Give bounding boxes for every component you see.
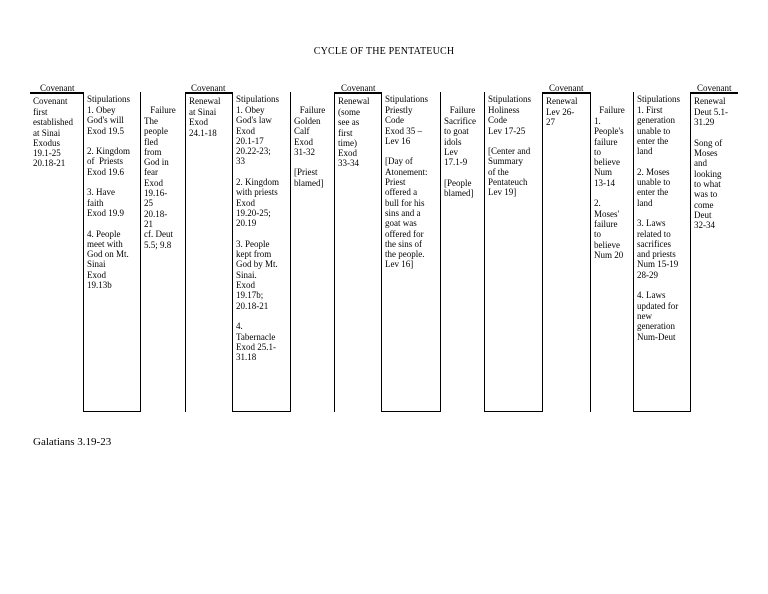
column-renewal-4 [690,92,738,412]
column-text: Priestly Code Exod 35 – Lev 16 [Day of Atonement: Priest offered a bull for his sins and a goat was offered for the sins of the people. Lev 16] [385,105,428,270]
column-text: first established at Sinai Exodus 19.1-25 20.18-21 [33,107,73,169]
column-stipulations-4 [484,92,542,412]
column-header: Failure [299,105,326,115]
column-header: Renewal [546,96,578,106]
column-text: Golden Calf Exod 31-32 [Priest blamed] [294,116,324,188]
page-title: CYCLE OF THE PENTATEUCH [313,46,455,57]
column-text: 1. People's failure to believe Num 13-14 2. Moses' failure to believe Num 20 [594,116,624,260]
column-header: Stipulations [488,94,532,104]
covenant-label-5: Covenant [697,83,732,93]
column-header: Stipulations [236,94,280,104]
column-stipulations-1 [83,92,140,412]
column-header: Stipulations [637,94,681,104]
column-header: Failure [599,105,625,115]
column-text: at Sinai Exod 24.1-18 [189,107,217,138]
column-header: Failure [150,105,176,115]
column-header: Renewal [338,96,370,106]
covenant-label-4: Covenant [549,83,584,93]
column-header: Renewal [694,96,726,106]
column-text: Deut 5.1- 31.29 Song of Moses and looking to what was to come Deut 32-34 [694,107,728,231]
column-header: Stipulations [385,94,429,104]
column-failure-1 [140,92,185,412]
column-text: 1. Obey God's law Exod 20.1-17 20.22-23; 33 2. Kingdom with priests Exod 19.20-25; 20.19 3. People kept from God by Mt. Sinai. Exod 19.17b; 20.18-21 4. Tabernacle Exod 25.1- 31.18 [236,105,280,363]
column-header: Failure [449,105,476,115]
covenant-label-1: Covenant [40,83,75,93]
column-renewal-1 [185,92,232,412]
covenant-label-2: Covenant [191,83,226,93]
column-header: Renewal [189,96,221,106]
column-text: Holiness Code Lev 17-25 [Center and Summary of the Pentateuch Lev 19] [488,105,531,198]
column-stipulations-3 [381,92,440,412]
column-text: The people fled from God in fear Exod 19.16- 25 20.18- 21 cf. Deut 5.5; 9.8 [144,116,173,250]
column-text: (some see as first time) Exod 33-34 [338,107,360,169]
column-covenant-first [30,92,83,412]
column-text: Lev 26- 27 [546,107,575,128]
column-text: 1. Obey God's will Exod 19.5 2. Kingdom of Priests Exod 19.6 3. Have faith Exod 19.9 4. People meet with God on Mt. Sinai Exod 19.13b [87,105,131,291]
column-failure-4 [590,92,633,412]
column-stipulations-2 [232,92,290,412]
column-failure-2 [290,92,334,412]
column-header: Covenant [33,96,68,106]
column-renewal-3 [542,92,590,412]
column-failure-3 [440,92,484,412]
column-stipulations-5 [633,92,690,412]
column-renewal-2 [334,92,381,412]
column-header: Stipulations [87,94,131,104]
column-text: 1. First generation unable to enter the land 2. Moses unable to enter the land 3. Laws related to sacrifices and priests Num 15-19 28-29 4. Laws updated for new generation Num-Deut [637,105,679,342]
covenant-label-3: Covenant [341,83,376,93]
footer-reference: Galatians 3.19-23 [33,436,112,448]
column-text: Sacrifice to goat idols Lev 17.1-9 [People blamed] [444,116,476,199]
